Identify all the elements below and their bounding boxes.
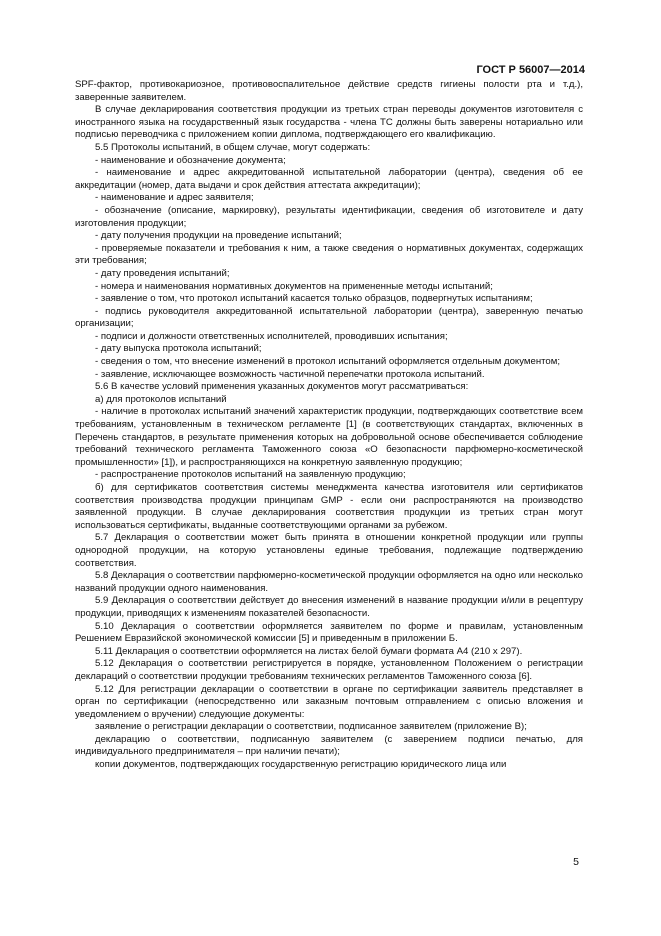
document-header: ГОСТ Р 56007—2014: [476, 64, 585, 76]
paragraph: 5.10 Декларация о соответствии оформляется заявителем по форме и правилам, установленным Решением Евразийской экономической комиссии [5] и приведенным в приложении Б.: [75, 620, 583, 645]
paragraph: 5.12 Для регистрации декларации о соответствии в органе по сертификации заявитель представляет в орган по сертификации (непосредственно или заказным почтовым отправлением с описью вложения и уведомлением о вручении) следующие документы:: [75, 683, 583, 720]
paragraph: копии документов, подтверждающих государственную регистрацию юридического лица или: [95, 759, 507, 771]
paragraph: 5.6 В качестве условий применения указанных документов могут рассматриваться:: [95, 381, 469, 393]
paragraph: - дату выпуска протокола испытаний;: [95, 343, 262, 355]
paragraph: - проверяемые показатели и требования к ним, а также сведения о нормативных документах, содержащих эти требования;: [75, 242, 583, 267]
paragraph: - дату получения продукции на проведение испытаний;: [95, 230, 342, 242]
paragraph: заявление о регистрации декларации о соответствии, подписанное заявителем (приложение В);: [95, 721, 527, 733]
paragraph: - заявление о том, что протокол испытаний касается только образцов, подвергнутых испытаниям;: [95, 293, 533, 305]
paragraph: б) для сертификатов соответствия системы менеджмента качества изготовителя или сертификатов соответствия производства продукции принципам GMP - если они распространяются на производство заявленной продукции. В случае декларирования соответствия продукции из третьих стран могут использоваться сертификаты, выданные соответствующими органами за рубежом.: [75, 482, 583, 531]
paragraph: 5.5 Протоколы испытаний, в общем случае, могут содержать:: [95, 141, 371, 153]
paragraph: 5.8 Декларация о соответствии парфюмерно-косметической продукции оформляется на одно или несколько названий продукции одного наименования.: [75, 570, 583, 594]
paragraph: В случае декларирования соответствия продукции из третьих стран переводы документов изготовителя с иностранного языка на государственный язык государства - члена ТС должны быть заверены нотариально или подписью переводчика с приложением копии диплома, подтверждающего его квалификацию.: [75, 104, 583, 141]
paragraph: а) для протоколов испытаний: [95, 393, 227, 405]
paragraph: - обозначение (описание, маркировку), результаты идентификации, сведения об изготовителе и дату изготовления продукции;: [75, 204, 583, 229]
paragraph: SPF-фактор, противокариозное, противовоспалительное действие средств гигиены полости рта и т.д.), заверенные заявителем.: [75, 79, 583, 103]
paragraph: - заявление, исключающее возможность частичной перепечатки протокола испытаний.: [95, 368, 485, 380]
paragraph: - дату проведения испытаний;: [95, 267, 230, 279]
paragraph: 5.7 Декларация о соответствии может быть принята в отношении конкретной продукции или группы однородной продукции, на которую установлены единые требования, подлежащие подтверждению соответствия.: [75, 532, 583, 569]
document-body: [75, 79, 583, 772]
paragraph: - подписи и должности ответственных исполнителей, проводивших испытания;: [95, 330, 448, 342]
paragraph: - наименование и адрес заявителя;: [95, 192, 254, 204]
paragraph: - наименование и обозначение документа;: [95, 154, 286, 166]
paragraph: - сведения о том, что внесение изменений в протокол испытаний оформляется отдельным документом;: [95, 356, 561, 368]
paragraph: 5.12 Декларация о соответствии регистрируется в порядке, установленном Положением о регистрации деклараций о соответствии продукции требованиям технических регламентов Таможенного союза [6].: [75, 658, 583, 682]
paragraph: - распространение протоколов испытаний на заявленную продукцию;: [95, 469, 406, 481]
page-number: 5: [573, 856, 579, 868]
paragraph: - номера и наименования нормативных документов на примененные методы испытаний;: [95, 280, 493, 292]
paragraph: 5.11 Декларация о соответствии оформляется на листах белой бумаги формата А4 (210 х 297).: [95, 645, 523, 657]
paragraph: - наличие в протоколах испытаний значений характеристик продукции, подтверждающих соответствие всем требованиям, установленным в техническом регламенте [1] (в соответствующих стандартах, включенных в Перечень стандартов, в результате применения которых на добровольной основе обеспечивается соблюдение требований технического регламента Таможенного союза «О безопасности парфюмерно-косметической промышленности» [1]), и распространяющихся на конкретную заявленную продукцию;: [75, 406, 583, 468]
paragraph: - подпись руководителя аккредитованной испытательной лаборатории (центра), заверенную печатью организации;: [75, 305, 583, 330]
paragraph: - наименование и адрес аккредитованной испытательной лаборатории (центра), сведения об ее аккредитации (номер, дата выдачи и срок действия аттестата аккредитации);: [75, 167, 583, 191]
paragraph: 5.9 Декларация о соответствии действует до внесения изменений в название продукции и/или в рецептуру продукции, приводящих к изменениям показателей безопасности.: [75, 595, 583, 619]
paragraph: декларацию о соответствии, подписанную заявителем (с заверением подписи печатью, для индивидуального предпринимателя – при наличии печати);: [75, 733, 583, 758]
